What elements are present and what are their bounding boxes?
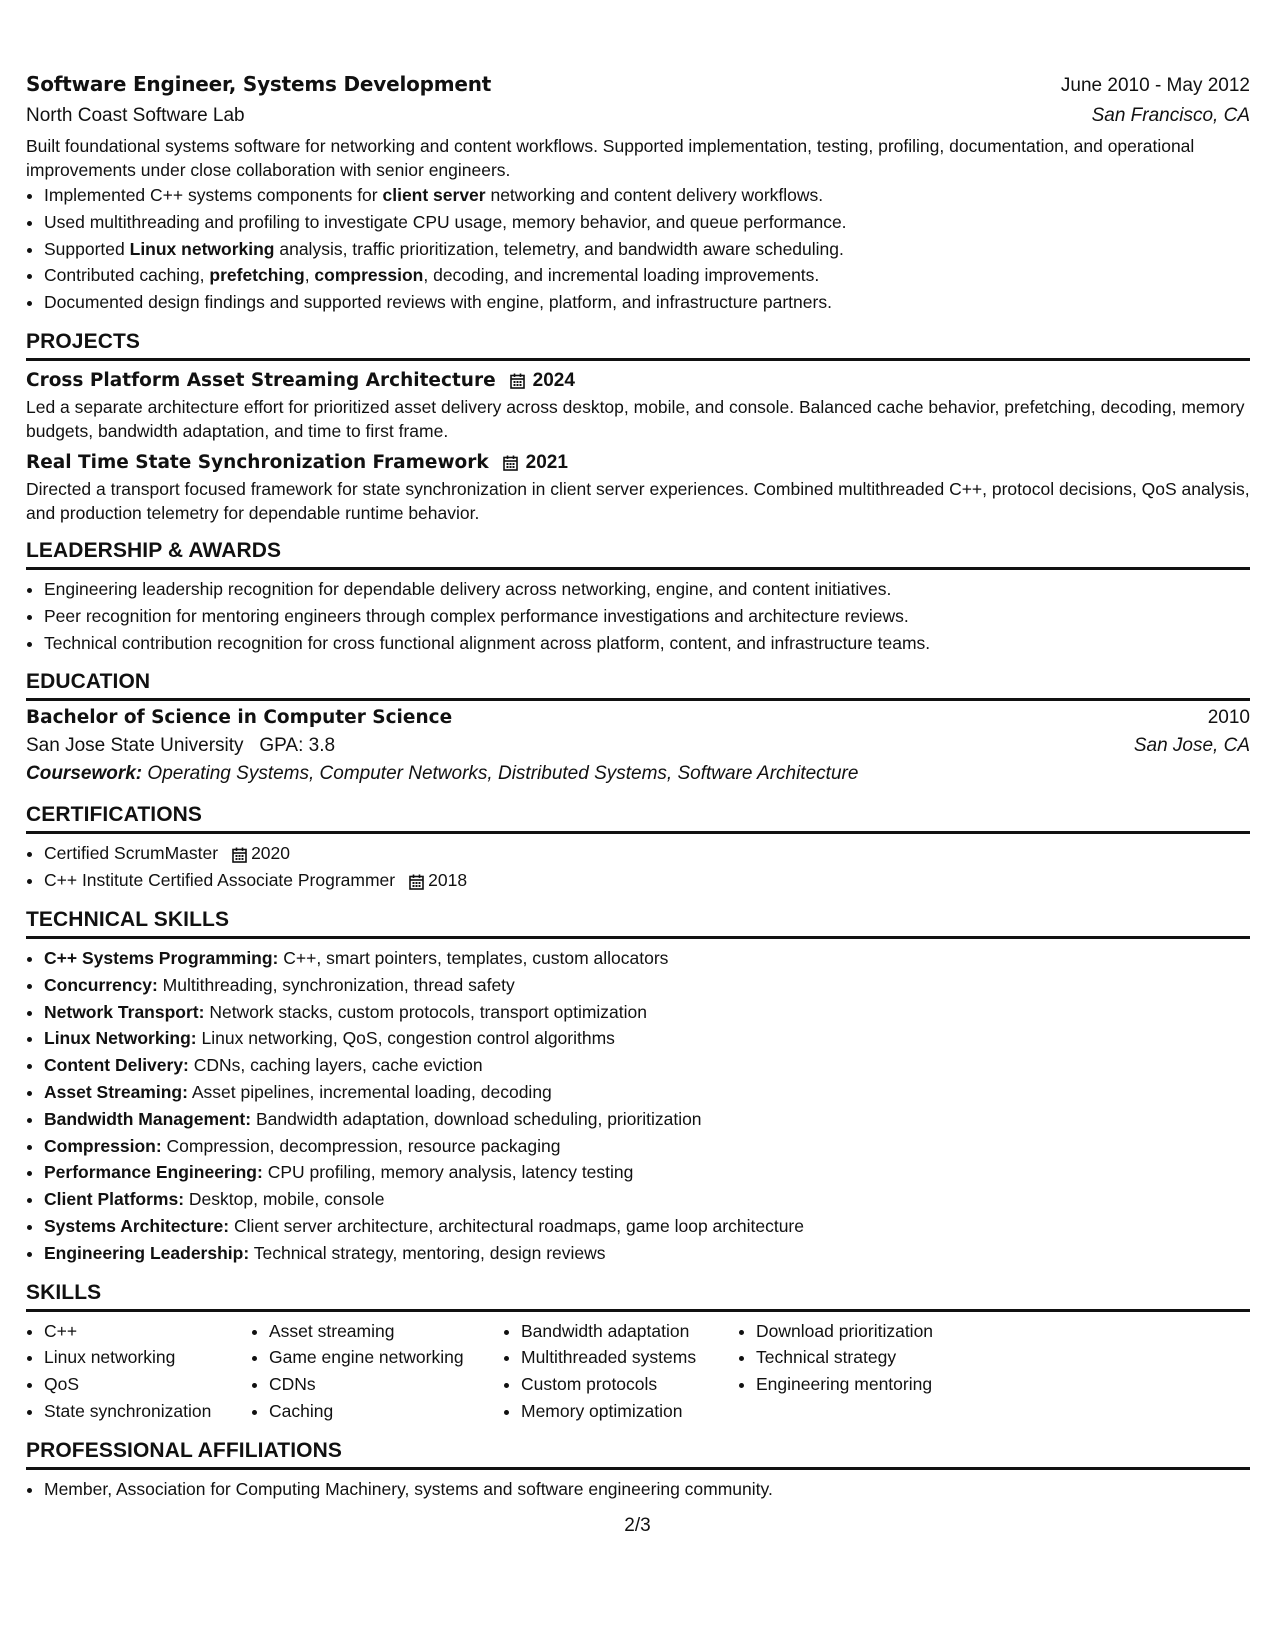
list-item: • C++ bbox=[44, 1318, 251, 1345]
job-company: North Coast Software Lab bbox=[26, 105, 245, 126]
job-bullet: • Contributed caching, prefetching, compression, decoding, and incremental loading improvements. bbox=[44, 262, 1250, 289]
project-description: Directed a transport focused framework for state synchronization in client server experiences. Combined multithreaded C++, protocol decisions, QoS analysis, and production telemetry for dependable runtime behavior. bbox=[26, 478, 1250, 523]
leadership-heading: LEADERSHIP & AWARDS bbox=[26, 539, 1250, 570]
list-item: • Memory optimization bbox=[521, 1398, 738, 1425]
list-item: • Asset Streaming: Asset pipelines, incremental loading, decoding bbox=[44, 1079, 1250, 1106]
resume-page bbox=[26, 72, 1250, 1503]
list-item: • CDNs bbox=[269, 1371, 503, 1398]
list-item: • Bandwidth Management: Bandwidth adaptation, download scheduling, prioritization bbox=[44, 1106, 1250, 1133]
list-item: • Systems Architecture: Client server architecture, architectural roadmaps, game loop architecture bbox=[44, 1213, 1250, 1240]
job-bullet: • Documented design findings and supported reviews with engine, platform, and infrastructure partners. bbox=[44, 289, 1250, 316]
list-item: • Performance Engineering: CPU profiling, memory analysis, latency testing bbox=[44, 1159, 1250, 1186]
project-entry bbox=[26, 370, 1250, 443]
list-item: • Game engine networking bbox=[269, 1344, 503, 1371]
list-item: • Linux networking bbox=[44, 1344, 251, 1371]
affiliations-heading: PROFESSIONAL AFFILIATIONS bbox=[26, 1439, 1250, 1470]
job-dates: June 2010 - May 2012 bbox=[1060, 75, 1250, 96]
list-item: • Bandwidth adaptation bbox=[521, 1318, 738, 1345]
job-entry bbox=[26, 72, 1250, 316]
gpa: GPA: 3.8 bbox=[259, 735, 336, 757]
affiliations-list bbox=[26, 1476, 1250, 1503]
technical-skills-list bbox=[26, 945, 1250, 1267]
education-year: 2010 bbox=[1207, 707, 1250, 729]
education-heading: EDUCATION bbox=[26, 670, 1250, 701]
page-number: 2/3 bbox=[624, 1515, 651, 1536]
list-item: • Technical strategy bbox=[756, 1344, 996, 1371]
list-item: • Compression: Compression, decompression, resource packaging bbox=[44, 1133, 1250, 1160]
calendar-icon bbox=[510, 373, 525, 389]
skills-column bbox=[503, 1318, 738, 1425]
skills-column bbox=[26, 1318, 251, 1425]
list-item: • QoS bbox=[44, 1371, 251, 1398]
list-item: • Engineering leadership recognition for dependable delivery across networking, engine, and content initiatives. bbox=[44, 576, 1250, 603]
calendar-icon bbox=[503, 455, 518, 471]
list-item: • Linux Networking: Linux networking, QoS, congestion control algorithms bbox=[44, 1025, 1250, 1052]
project-description: Led a separate architecture effort for prioritized asset delivery across desktop, mobile, and console. Balanced cache behavior, prefetching, decoding, memory budgets, bandwidth adaptation, and time to first frame. bbox=[26, 396, 1245, 441]
list-item: • Content Delivery: CDNs, caching layers, cache eviction bbox=[44, 1052, 1250, 1079]
list-item: • C++ Systems Programming: C++, smart pointers, templates, custom allocators bbox=[44, 945, 1250, 972]
education-location: San Jose, CA bbox=[1133, 735, 1250, 757]
list-item: • C++ Institute Certified Associate Programmer 2018 bbox=[44, 867, 1250, 894]
technical-skills-heading: TECHNICAL SKILLS bbox=[26, 908, 1250, 939]
list-item: • Technical contribution recognition for cross functional alignment across platform, content, and infrastructure teams. bbox=[44, 630, 1250, 657]
skills-column bbox=[251, 1318, 503, 1425]
job-bullet: • Used multithreading and profiling to investigate CPU usage, memory behavior, and queue performance. bbox=[44, 209, 1250, 236]
job-title: Software Engineer, Systems Development bbox=[26, 72, 492, 96]
list-item: • Engineering mentoring bbox=[756, 1371, 996, 1398]
job-location: San Francisco, CA bbox=[1091, 105, 1250, 126]
list-item: • Multithreaded systems bbox=[521, 1344, 738, 1371]
list-item: • State synchronization bbox=[44, 1398, 251, 1425]
job-summary: Built foundational systems software for networking and content workflows. Supported implementation, testing, profiling, documentation, and operational improvements under close collaboration with senior engineers. bbox=[26, 136, 1195, 180]
project-title: Real Time State Synchronization Framework bbox=[26, 452, 489, 474]
project-entry bbox=[26, 452, 1250, 525]
project-year: 2021 bbox=[525, 451, 568, 473]
list-item: • Custom protocols bbox=[521, 1371, 738, 1398]
projects-heading: PROJECTS bbox=[26, 330, 1250, 361]
list-item: • Peer recognition for mentoring engineers through complex performance investigations and architecture reviews. bbox=[44, 603, 1250, 630]
job-bullets bbox=[26, 182, 1250, 316]
list-item: • Asset streaming bbox=[269, 1318, 503, 1345]
list-item: • Concurrency: Multithreading, synchronization, thread safety bbox=[44, 972, 1250, 999]
project-year: 2024 bbox=[532, 369, 575, 391]
job-bullet: • Implemented C++ systems components for client server networking and content delivery workflows. bbox=[44, 182, 1250, 209]
calendar-icon bbox=[232, 847, 247, 863]
skills-grid bbox=[26, 1318, 1250, 1425]
list-item: • Certified ScrumMaster 2020 bbox=[44, 840, 1250, 867]
education-entry bbox=[26, 707, 1250, 785]
job-bullet: • Supported Linux networking analysis, traffic prioritization, telemetry, and bandwidth aware scheduling. bbox=[44, 236, 1250, 263]
list-item: • Engineering Leadership: Technical strategy, mentoring, design reviews bbox=[44, 1240, 1250, 1267]
skills-column bbox=[738, 1318, 996, 1425]
list-item: • Member, Association for Computing Machinery, systems and software engineering community. bbox=[44, 1476, 1250, 1503]
project-title: Cross Platform Asset Streaming Architecture bbox=[26, 370, 496, 392]
degree: Bachelor of Science in Computer Science bbox=[26, 707, 453, 729]
skills-heading: SKILLS bbox=[26, 1281, 1250, 1312]
coursework: Coursework: Operating Systems, Computer Networks, Distributed Systems, Software Architecture bbox=[26, 763, 859, 785]
list-item: • Download prioritization bbox=[756, 1318, 996, 1345]
list-item: • Caching bbox=[269, 1398, 503, 1425]
list-item: • Client Platforms: Desktop, mobile, console bbox=[44, 1186, 1250, 1213]
certifications-list bbox=[26, 840, 1250, 894]
calendar-icon bbox=[409, 874, 424, 890]
leadership-list bbox=[26, 576, 1250, 656]
list-item: • Network Transport: Network stacks, custom protocols, transport optimization bbox=[44, 999, 1250, 1026]
certifications-heading: CERTIFICATIONS bbox=[26, 803, 1250, 834]
school: San Jose State University bbox=[26, 735, 244, 757]
